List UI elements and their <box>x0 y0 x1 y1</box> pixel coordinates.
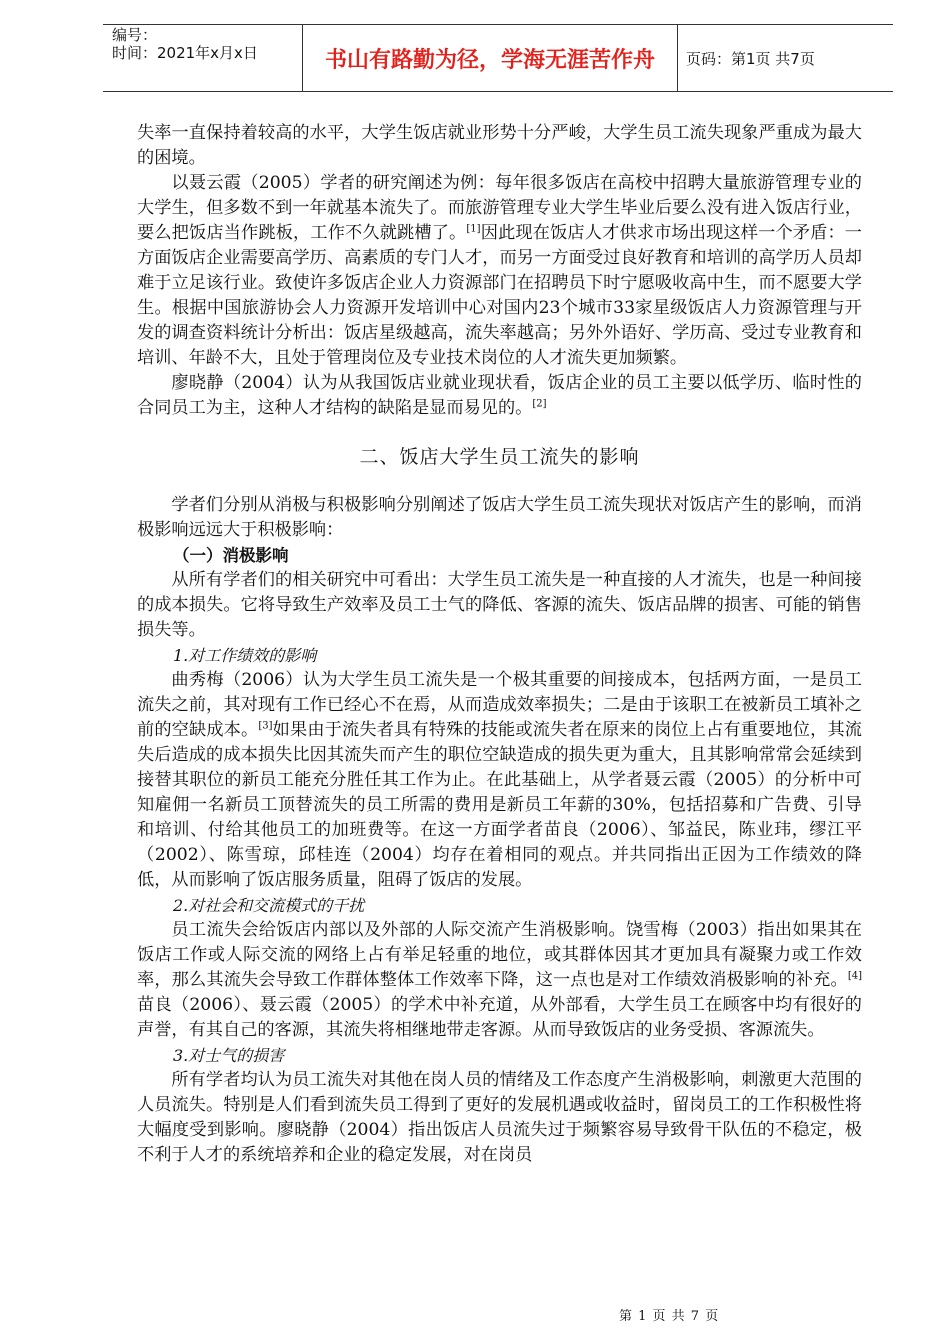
paragraph-text: 如果由于流失者具有特殊的技能或流失者在原来的岗位上占有重要地位，其流失后造成的成本损失比因其流失而产生的职位空缺造成的损失更为重大，且其影响常常会延续到接替其职位的新员工能充分胜任其工作为止。在此基础上，从学者聂云霞（2005）的分析中可知雇佣一名新员工顶替流失的员工所需的费用是新员工年薪的30%，包括招募和广告费、引导和培训、付给其他员工的加班费等。在这一方面学者苗良（2006）、邹益民，陈业玮，缪江平（2002）、陈雪琼，邱桂连（2004）均存在着相同的观点。并共同指出正因为工作绩效的降低，从而影响了饭店服务质量，阻碍了饭店的发展。 <box>137 720 862 890</box>
citation-ref: [3] <box>258 720 273 732</box>
paragraph-text: 曲秀梅（2006）认为大学生员工流失是一个极其重要的间接成本，包括两方面，一是员工流失之前，其对现有工作已经心不在焉，从而造成效率损失；二是由于该职工在被新员工填补之前的空缺成本。 <box>137 670 862 740</box>
paragraph: 从所有学者们的相关研究中可看出：大学生员工流失是一种直接的人才流失，也是一种间接的成本损失。它将导致生产效率及员工士气的降低、客源的流失、饭店品牌的损害、可能的销售损失等。 <box>137 570 862 640</box>
citation-ref: [1] <box>466 223 481 235</box>
paragraph-text: 廖晓静（2004）认为从我国饭店业就业现状看，饭店企业的员工主要以低学历、临时性的合同员工为主，这种人才结构的缺陷是显而易见的。 <box>137 373 862 418</box>
paragraph-text: 因此现在饭店人才供求市场出现这样一个矛盾：一方面饭店企业需要高学历、高素质的专门人才，而另一方面受过良好教育和培训的高学历人员却难于立足该行业。致使许多饭店企业人力资源部门在招聘员下时宁愿吸收高中生，而不愿要大学生。根据中国旅游协会人力资源开发培训中心对国内23个城市33家星级饭店人力资源管理与开发的调查资料统计分析出：饭店星级越高，流失率越高；另外外语好、学历高、受过专业教育和培训、年龄不大，且处于管理岗位及专业技术岗位的人才流失更加频繁。 <box>137 223 862 368</box>
document-header <box>103 24 893 92</box>
paragraph-text: 以聂云霞（2005）学者的研究阐述为例：每年很多饭店在高校中招聘大量旅游管理专业的大学生，但多数不到一年就基本流失了。而旅游管理专业大学生毕业后要么没有进入饭店行业，要么把饭店当作跳板，工作不久就跳槽了。 <box>137 173 862 243</box>
paragraph <box>137 668 862 893</box>
subsection-heading: （一）消极影响 <box>173 546 289 565</box>
header-date-label: 时间：2021年x月x日 <box>112 44 258 62</box>
paragraph <box>137 918 862 1043</box>
paragraph <box>137 371 862 421</box>
paragraph: 所有学者均认为员工流失对其他在岗人员的情绪及工作态度产生消极影响，刺激更大范围的人员流失。特别是人们看到流失员工得到了更好的发展机遇或收益时，留岗员工的工作积极性将大幅度受到影响。廖晓静（2004）指出饭店人员流失过于频繁容易导致骨干队伍的不稳定，极不利于人才的系统培养和企业的稳定发展，对在岗员 <box>137 1070 862 1165</box>
page-footer: 第 1 页 共 7 页 <box>619 1309 720 1324</box>
paragraph: 失率一直保持着较高的水平，大学生饭店就业形势十分严峻，大学生员工流失现象严重成为最大的困境。 <box>137 123 862 168</box>
paragraph-text: 苗良（2006）、聂云霞（2005）的学术中补充道，从外部看，大学生员工在顾客中均有很好的声誉，有其自己的客源，其流失将相继地带走客源。从而导致饭店的业务受损、客源流失。 <box>137 995 862 1040</box>
section-heading: 二、饭店大学生员工流失的影响 <box>359 446 640 468</box>
header-meta-cell <box>103 25 303 91</box>
paragraph-text: 员工流失会给饭店内部以及外部的人际交流产生消极影响。饶雪梅（2003）指出如果其在饭店工作或人际交流的网络上占有举足轻重的地位，或其群体因其才更加具有凝聚力或工作效率，那么其流失会导致工作群体整体工作效率下降，这一点也是对工作绩效消极影响的补充。 <box>137 920 862 990</box>
paragraph: 学者们分别从消极与积极影响分别阐述了饭店大学生员工流失现状对饭店产生的影响，而消极影响远远大于积极影响： <box>137 495 862 540</box>
header-page-info: 页码：第1页 共7页 <box>686 49 815 68</box>
item-heading: 3.对士气的损害 <box>173 1046 285 1065</box>
header-number-label: 编号： <box>112 26 158 44</box>
document-body <box>137 121 862 1168</box>
header-slogan: 书山有路勤为径，学海无涯苦作舟 <box>303 25 678 91</box>
item-heading: 2.对社会和交流模式的干扰 <box>173 896 365 915</box>
item-heading: 1.对工作绩效的影响 <box>173 646 317 665</box>
citation-ref: [2] <box>532 398 547 410</box>
citation-ref: [4] <box>847 970 862 982</box>
paragraph <box>137 171 862 371</box>
